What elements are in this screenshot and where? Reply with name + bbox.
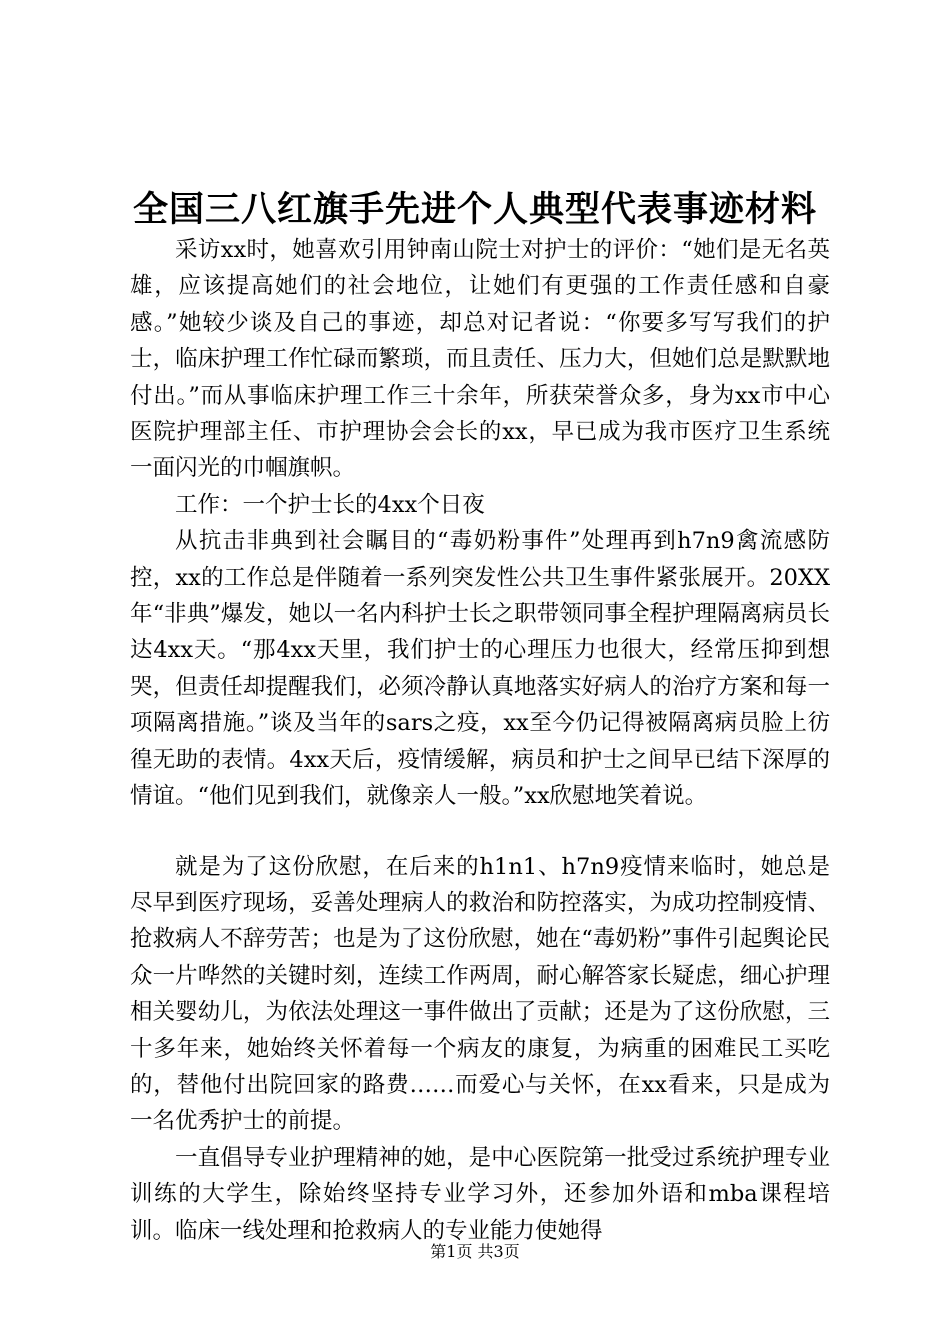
document-body [130, 232, 830, 1249]
section-heading-work: 工作：一个护士长的4xx个日夜 [175, 491, 485, 518]
paragraph-professional: 一直倡导专业护理精神的她，是中心医院第一批受过系统护理专业训练的大学生，除始终坚持专业学习外，还参加外语和mba课程培训。临床一线处理和抢救病人的专业能力使她得 [130, 1144, 830, 1244]
document-title: 全国三八红旗手先进个人典型代表事迹材料 [132, 189, 817, 230]
paragraph-gratification: 就是为了这份欣慰，在后来的h1n1、h7n9疫情来临时，她总是尽早到医疗现场，妥善处理病人的救治和防控落实，为成功控制疫情、抢救病人不辞劳苦；也是为了这份欣慰，她在“毒奶粉”事件引起舆论民众一片哗然的关键时刻，连续工作两周，耐心解答家长疑虑，细心护理相关婴幼儿，为依法处理这一事件做出了贡献；还是为了这份欣慰，三十多年来，她始终关怀着每一个病友的康复，为病重的困难民工买吃的，替他付出院回家的路费……而爱心与关怀，在xx看来，只是成为一名优秀护士的前提。 [130, 853, 830, 1135]
paragraph-sars: 从抗击非典到社会瞩目的“毒奶粉事件”处理再到h7n9禽流感防控，xx的工作总是伴随着一系列突发性公共卫生事件紧张展开。20XX年“非典”爆发，她以一名内科护士长之职带领同事全程护理隔离病员长达4xx天。“那4xx天里，我们护士的心理压力也很大，经常压抑到想哭，但责任却提醒我们，必须冷静认真地落实好病人的治疗方案和每一项隔离措施。”谈及当年的sars之疫，xx至今仍记得被隔离病员脸上彷徨无助的表情。4xx天后，疫情缓解，病员和护士之间早已结下深厚的情谊。“他们见到我们，就像亲人一般。”xx欣慰地笑着说。 [130, 528, 830, 810]
page-number-footer: 第1页 共3页 [430, 1242, 520, 1261]
paragraph-interview: 采访xx时，她喜欢引用钟南山院士对护士的评价：“她们是无名英雄，应该提高她们的社会地位，让她们有更强的工作责任感和自豪感。”她较少谈及自己的事迹，却总对记者说：“你要多写写我们的护士，临床护理工作忙碌而繁琐，而且责任、压力大，但她们总是默默地付出。”而从事临床护理工作三十余年，所获荣誉众多，身为xx市中心医院护理部主任、市护理协会会长的xx，早已成为我市医疗卫生系统一面闪光的巾帼旗帜。 [130, 237, 830, 482]
